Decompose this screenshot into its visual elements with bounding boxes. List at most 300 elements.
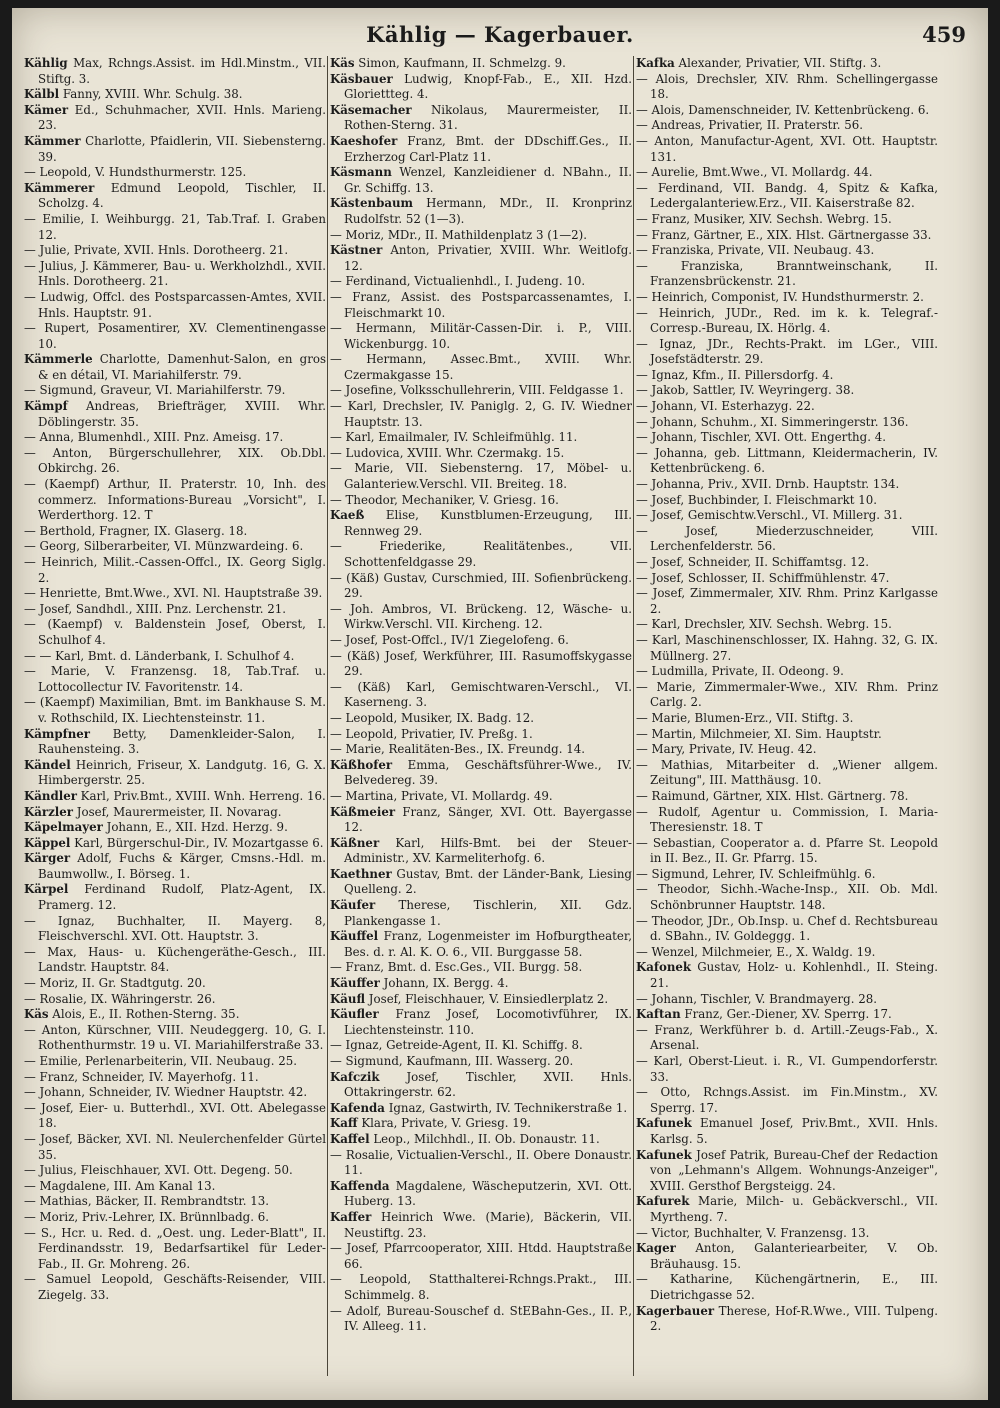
entry-details: — Josef, Schneider, II. Schiffamtsg. 12. [636,555,869,569]
entry-surname: Kämpfner [24,726,91,741]
entry-details: — Ignaz, Buchhalter, II. Mayerg. 8, Fleischverschl. XVI. Ott. Hauptstr. 3. [24,913,326,944]
entry-details: — Rosalie, Victualien-Verschl., II. Obere Donaustr. 11. [330,1147,632,1178]
entry-details: — Sigmund, Graveur, VI. Mariahilferstr. 79. [24,383,286,398]
directory-entry [330,992,632,1008]
entry-details: — Hermann, Assec.Bmt., XVIII. Whr. Czermakgasse 15. [330,352,632,382]
directory-entry [330,196,632,227]
directory-entry [330,103,632,134]
directory-entry [636,617,938,633]
directory-entry [24,165,326,181]
entry-details: — Hermann, Militär-Cassen-Dir. i. P., VIII. Wickenburgg. 10. [330,321,632,351]
entry-details: — Julie, Private, XVII. Hnls. Dorotheerg. 21. [24,243,289,258]
entry-surname: Kafenda [330,1100,385,1115]
directory-entry [636,306,938,337]
entry-details: Therese, Tischlerin, XII. Gdz. Plankengasse 1. [344,898,632,928]
page-number: 459 [922,22,966,47]
directory-entry [330,1007,632,1038]
directory-entry [330,461,632,492]
column-3 [636,56,938,1386]
entry-details: — Katharine, Küchengärtnerin, E., III. Dietrichgasse 52. [636,1272,938,1302]
entry-details: — Leopold, V. Hundsthurmerstr. 125. [24,165,247,180]
entry-surname: Kändler [24,788,77,803]
entry-details: — Aurelie, Bmt.Wwe., VI. Mollardg. 44. [636,165,873,180]
entry-details: Anton, Galanteriearbeiter, V. Ob. Bräuhausg. 15. [650,1241,938,1271]
entry-details: Franz, Ger.-Diener, XV. Sperrg. 17. [680,1007,892,1022]
directory-entry [330,836,632,867]
entry-details: — (Kaempf) Arthur, II. Praterstr. 10, Inh. des commerz. Informations-Bureau „Vorsicht", I. Werderthorg. 12. T [24,477,326,523]
entry-details: Charlotte, Pfaidlerin, VII. Siebensterng. 39. [38,133,326,164]
entry-details: Heinrich Wwe. (Marie), Bäckerin, VII. Neustiftg. 23. [344,1209,632,1240]
directory-entry [636,1272,938,1303]
directory-entry [330,1272,632,1303]
entry-surname: Kärpel [24,882,69,897]
directory-entry [330,633,632,649]
entry-details: — Josef, Buchbinder, I. Fleischmarkt 10. [636,492,878,507]
directory-entry [24,789,326,805]
directory-entry [24,352,326,383]
directory-entry [330,1070,632,1101]
entry-details: — Heinrich, Componist, IV. Hundsthurmerstr. 2. [636,289,924,304]
directory-entry [330,1038,632,1054]
entry-details: — Martin, Milchmeier, XI. Sim. Hauptstr. [636,726,882,741]
entry-details: Adolf, Fuchs & Kärger, Cmsns.-Hdl. m. Baumwollw., I. Börseg. 1. [38,851,326,881]
entry-details: Marie, Milch- u. Gebäckverschl., VII. Myrtheng. 7. [650,1194,938,1224]
entry-details: — Johann, Schuhm., XI. Simmeringerstr. 136. [636,414,909,429]
entry-details: Alois, E., II. Rothen-Sterng. 35. [48,1007,240,1022]
directory-entry [636,882,938,913]
directory-entry [636,960,938,991]
directory-entry [636,992,938,1008]
entry-details: — Rudolf, Agentur u. Commission, I. Maria-Theresienstr. 18. T [636,804,938,835]
entry-details: — Johanna, geb. Littmann, Kleidermacherin, IV. Kettenbrückeng. 6. [636,445,938,476]
entry-details: — Josef, Zimmermaler, XIV. Rhm. Prinz Karlgasse 2. [636,586,938,616]
directory-entry [24,446,326,477]
directory-entry [24,882,326,913]
directory-entry [636,415,938,431]
entry-details: Wenzel, Kanzleidiener d. NBahn., II. Gr. Schiffg. 13. [344,165,632,195]
directory-entry [330,929,632,960]
directory-entry [636,508,938,524]
directory-entry [636,134,938,165]
entry-details: — Ignaz, Getreide-Agent, II. Kl. Schiffg. 8. [330,1038,583,1053]
entry-details: — Franz, Bmt. d. Esc.Ges., VII. Burgg. 58. [330,960,583,975]
directory-entry [24,1226,326,1273]
directory-entry [330,1054,632,1070]
entry-details: — Franziska, Branntweinschank, II. Franzensbrückenstr. 21. [636,258,938,289]
directory-entry [636,181,938,212]
directory-entry [636,243,938,259]
directory-entry [24,1070,326,1086]
directory-entry [24,727,326,758]
entry-details: — Karl, Drechsler, IV. Paniglg. 2, G. IV. Wiedner Hauptstr. 13. [330,399,632,429]
entry-details: — Leopold, Statthalterei-Rchngs.Prakt., III. Schimmelg. 8. [330,1272,632,1302]
directory-entry [24,758,326,789]
entry-surname: Kämmerle [24,352,93,367]
entry-details: — Mathias, Mitarbeiter d. „Wiener allgem. Zeitung", III. Matthäusg. 10. [636,757,938,788]
entry-surname: Kämmer [24,133,81,148]
entry-details: — Sigmund, Kaufmann, III. Wasserg. 20. [330,1054,574,1068]
entry-details: Karl, Priv.Bmt., XVIII. Wnh. Herreng. 16. [76,788,326,803]
directory-entry [24,945,326,976]
entry-details: — (Käß) Karl, Gemischtwaren-Verschl., VI. Kaserneng. 3. [330,679,632,710]
entry-details: — Rupert, Posamentirer, XV. Clementinengasse 10. [24,321,326,351]
entry-surname: Kafurek [636,1194,690,1209]
directory-entry [330,571,632,602]
entry-details: — Sigmund, Lehrer, IV. Schleifmühlg. 6. [636,866,876,881]
directory-entry [330,711,632,727]
directory-entry [24,290,326,321]
directory-entry [330,1304,632,1335]
entry-details: — Max, Haus- u. Küchengeräthe-Gesch., III. Landstr. Hauptstr. 84. [24,944,326,975]
directory-entry [636,758,938,789]
entry-details: — Karl, Oberst-Lieut. i. R., VI. Gumpendorferstr. 33. [636,1054,938,1084]
directory-entry [24,56,326,87]
entry-details: — Anton, Manufactur-Agent, XVI. Ott. Hauptstr. 131. [636,133,938,164]
directory-entry [330,446,632,462]
directory-entry [24,805,326,821]
entry-details: — Jakob, Sattler, IV. Weyringerg. 38. [636,383,855,398]
entry-details: — Mary, Private, IV. Heug. 42. [636,742,817,757]
directory-entry [330,399,632,430]
directory-entry [330,1132,632,1148]
directory-entry [636,290,938,306]
entry-details: — Marie, Realitäten-Bes., IX. Freundg. 14. [330,742,585,757]
directory-entry [636,212,938,228]
directory-entry [330,805,632,836]
entry-details: — Heinrich, JUDr., Red. im k. k. Telegraf.-Corresp.-Bureau, IX. Hörlg. 4. [636,305,938,336]
directory-entry [330,960,632,976]
entry-surname: Kafczik [330,1069,380,1084]
entry-details: — Josefine, Volksschullehrerin, VIII. Feldgasse 1. [330,383,624,398]
entry-details: Andreas, Briefträger, XVIII. Whr. Döblingerstr. 35. [38,399,326,429]
directory-entry [24,1272,326,1303]
directory-entry [636,118,938,134]
entry-details: — Otto, Rchngs.Assist. im Fin.Minstm., XV. Sperrg. 17. [636,1085,938,1115]
entry-surname: Käufer [330,898,376,913]
entry-details: — Moriz, MDr., II. Mathildenplatz 3 (1—2). [330,227,588,242]
directory-entry [636,1194,938,1225]
entry-details: — S., Hcr. u. Red. d. „Oest. ung. Leder-Blatt", II. Ferdinandsstr. 19, Bedarfsartikel für Leder-Fab., II. Gr. Mohreng. 26. [24,1225,326,1271]
entry-details: Ferdinand Rudolf, Platz-Agent, IX. Pramerg. 12. [38,882,326,913]
entry-details: — Julius, J. Kämmerer, Bau- u. Werkholzhdl., XVII. Hnls. Dorotheerg. 21. [24,258,326,289]
directory-entry [636,103,938,119]
entry-details: Klara, Private, V. Griesg. 19. [357,1116,532,1131]
entry-details: — Franz, Schneider, IV. Mayerhofg. 11. [24,1069,259,1084]
directory-entry [330,165,632,196]
entry-details: — Marie, V. Franzensg. 18, Tab.Traf. u. Lottocollectur IV. Favoritenstr. 14. [24,664,326,694]
entry-surname: Käufler [330,1007,379,1022]
directory-entry [330,72,632,103]
directory-entry [24,1054,326,1070]
directory-entry [636,368,938,384]
directory-entry [24,914,326,945]
entry-details: — Friederike, Realitätenbes., VII. Schottenfeldgasse 29. [330,539,632,569]
directory-entry [24,399,326,430]
entry-details: — Emilie, Perlenarbeiterin, VII. Neubaug. 25. [24,1054,297,1068]
directory-entry [24,430,326,446]
directory-entry [330,758,632,789]
entry-details: — Sebastian, Cooperator a. d. Pfarre St. Leopold in II. Bez., II. Gr. Pfarrg. 15. [636,835,938,866]
entry-surname: Kärger [24,851,71,866]
entry-details: — Adolf, Bureau-Souschef d. StEBahn-Ges., II. P., IV. Alleeg. 11. [330,1303,632,1334]
directory-entry [24,1007,326,1023]
directory-entry [24,836,326,852]
directory-entry [636,446,938,477]
entry-details: Karl, Bürgerschul-Dir., IV. Mozartgasse 6. [70,835,324,850]
entry-details: — Marie, Blumen-Erz., VII. Stiftg. 3. [636,710,854,725]
entry-details: — (Kaempf) v. Baldenstein Josef, Oberst, I. Schulhof 4. [24,617,326,647]
entry-surname: Kälbl [24,87,60,102]
directory-entry [636,165,938,181]
directory-entry [24,695,326,726]
directory-entry [330,321,632,352]
directory-entry [636,711,938,727]
directory-entry [24,992,326,1008]
entry-surname: Käsemacher [330,102,412,117]
column-2 [330,56,632,1386]
entry-details: — Johann, Schneider, IV. Wiedner Hauptstr. 42. [24,1085,308,1100]
entry-details: Franz, Bmt. der DDschiff.Ges., II. Erzherzog Carl-Platz 11. [344,133,632,164]
entry-surname: Kämmerer [24,180,95,195]
entry-surname: Kagerbauer [636,1303,715,1318]
entry-details: — Heinrich, Milit.-Cassen-Offcl., IX. Georg Siglg. 2. [24,555,326,585]
entry-surname: Käs [24,1007,49,1022]
entry-details: — Franziska, Private, VII. Neubaug. 43. [636,243,875,258]
directory-entry [330,742,632,758]
directory-entry [24,477,326,524]
entry-details: — Alois, Damenschneider, IV. Kettenbrückeng. 6. [636,102,930,117]
entry-details: Karl, Hilfs-Bmt. bei der Steuer-Administr., XV. Karmeliterhofg. 6. [344,835,632,866]
column-1 [24,56,326,1386]
entry-surname: Käufl [330,991,366,1006]
entry-surname: Kafka [636,56,675,70]
directory-entry [636,571,938,587]
page-header [12,18,988,58]
entry-surname: Kämpf [24,399,68,414]
entry-details: — Julius, Fleischhauer, XVI. Ott. Degeng. 50. [24,1163,293,1178]
entry-details: — Theodor, JDr., Ob.Insp. u. Chef d. Rechtsbureau d. SBahn., IV. Goldeggg. 1. [636,913,938,944]
directory-entry [636,914,938,945]
directory-entry [330,352,632,383]
entry-surname: Kählig [24,56,68,70]
directory-entry [636,1148,938,1195]
entry-details: — Franz, Assist. des Postsparcassenamtes, I. Fleischmarkt 10. [330,289,632,320]
entry-details: — Joh. Ambros, VI. Brückeng. 12, Wäsche- u. Wirkw.Verschl. VII. Kircheng. 12. [330,601,632,632]
entry-surname: Kästenbaum [330,196,414,211]
entry-surname: Käuffer [330,976,380,991]
entry-details: Gustav, Holz- u. Kohlenhdl., II. Steing. 21. [650,960,938,991]
directory-entry [24,181,326,212]
directory-entry [330,789,632,805]
entry-details: — (Kaempf) Maximilian, Bmt. im Bankhause S. M. v. Rothschild, IX. Liechtensteinstr. 11. [24,695,326,725]
directory-entry [330,430,632,446]
entry-details: Johann, IX. Bergg. 4. [379,976,509,991]
directory-entry [330,539,632,570]
directory-entry [24,524,326,540]
entry-details: — Ludmilla, Private, II. Odeong. 9. [636,664,844,679]
directory-entry [24,1163,326,1179]
directory-entry [330,727,632,743]
directory-entry [636,664,938,680]
directory-entry [24,243,326,259]
entry-details: Magdalene, Wäscheputzerin, XVI. Ott. Huberg. 13. [344,1178,632,1209]
directory-entry [636,1304,938,1335]
entry-details: — Marie, VII. Siebensterng. 17, Möbel- u. Galanteriew.Verschl. VII. Breiteg. 18. [330,461,632,492]
entry-details: Betty, Damenkleider-Salon, I. Rauhensteing. 3. [38,726,326,757]
entry-details: — Theodor, Mechaniker, V. Griesg. 16. [330,492,559,507]
directory-entry [24,617,326,648]
entry-details: Josef, Tischler, XVII. Hnls. Ottakringerstr. 62. [344,1069,632,1100]
entry-details: — Emilie, I. Weihburgg. 21, Tab.Traf. I. Graben 12. [24,211,326,242]
entry-details: — Ignaz, Kfm., II. Pillersdorfg. 4. [636,367,834,382]
entry-details: — Wenzel, Milchmeier, E., X. Waldg. 19. [636,944,876,959]
directory-entry [330,274,632,290]
entry-details: Franz, Logenmeister im Hofburgtheater, Bes. d. r. Al. K. O. 6., VII. Burggasse 58. [344,929,632,959]
entry-details: Simon, Kaufmann, II. Schmelzg. 9. [354,56,566,70]
directory-entry [330,1116,632,1132]
directory-entry [636,680,938,711]
entry-details: Ludwig, Knopf-Fab., E., XII. Hzd. Gloriettteg. 4. [344,71,632,102]
entry-details: — Martina, Private, VI. Mollardg. 49. [330,788,553,803]
entry-details: Edmund Leopold, Tischler, II. Scholzg. 4. [38,180,326,211]
directory-entry [330,1148,632,1179]
entry-details: Elise, Kunstblumen-Erzeugung, III. Rennweg 29. [344,508,632,538]
directory-entry [636,1085,938,1116]
entry-details: — Ignaz, JDr., Rechts-Prakt. im LGer., VIII. Josefstädterstr. 29. [636,336,938,367]
directory-entry [24,103,326,134]
directory-entry [24,602,326,618]
directory-entry [330,383,632,399]
entry-details: — Karl, Maschinenschlosser, IX. Hahng. 32, G. IX. Müllnerg. 27. [636,632,938,663]
entry-details: — Josef, Pfarrcooperator, XIII. Htdd. Hauptstraße 66. [330,1241,632,1271]
entry-details: — — Karl, Bmt. d. Länderbank, I. Schulhof 4. [24,648,295,663]
directory-entry [330,1179,632,1210]
entry-details: — Franz, Werkführer b. d. Artill.-Zeugs-Fab., X. Arsenal. [636,1022,938,1053]
entry-details: — Mathias, Bäcker, II. Rembrandtstr. 13. [24,1194,270,1209]
entry-surname: Käßner [330,835,380,850]
entry-details: Johann, E., XII. Hzd. Herzg. 9. [102,820,288,835]
directory-entry [24,976,326,992]
directory-entry [330,493,632,509]
entry-surname: Kaffel [330,1131,370,1146]
entry-details: Charlotte, Damenhut-Salon, en gros & en détail, VI. Mariahilferstr. 79. [38,352,326,382]
entry-details: — Ludwig, Offcl. des Postsparcassen-Amtes, XVII. Hnls. Hauptstr. 91. [24,289,326,320]
entry-surname: Kändel [24,757,71,772]
entry-details: — Johann, VI. Esterhazyg. 22. [636,399,815,414]
directory-entry [24,586,326,602]
directory-entry [636,1054,938,1085]
entry-details: Josef, Maurermeister, II. Novarag. [73,804,282,819]
entry-surname: Kafonek [636,960,692,975]
entry-surname: Käs [330,56,355,70]
directory-entry [636,1116,938,1147]
entry-details: — Berthold, Fragner, IX. Glaserg. 18. [24,523,248,538]
column-divider [633,56,634,1376]
entry-details: — Josef, Post-Offcl., IV/1 Ziegelofeng. 6. [330,632,569,647]
entry-surname: Kaffer [330,1209,372,1224]
entry-surname: Käppel [24,835,71,850]
directory-entry [636,399,938,415]
directory-entry [330,976,632,992]
directory-entry [24,649,326,665]
entry-details: — Moriz, Priv.-Lehrer, IX. Brünnlbadg. 6. [24,1209,269,1224]
entry-details: — Georg, Silberarbeiter, VI. Münzwardeing. 6. [24,539,304,554]
directory-entry [330,680,632,711]
directory-entry [24,851,326,882]
entry-surname: Kästner [330,243,383,258]
entry-details: — Moriz, II. Gr. Stadtgutg. 20. [24,976,206,991]
entry-surname: Kaftan [636,1007,681,1022]
directory-page [12,8,988,1400]
directory-entry [636,228,938,244]
entry-surname: Käsbauer [330,71,393,86]
entry-details: — Josef, Gemischtw.Verschl., VI. Millerg. 31. [636,508,903,523]
entry-details: — Johann, Tischler, XVI. Ott. Engerthg. 4. [636,430,886,445]
directory-entry [330,1241,632,1272]
directory-entry [24,820,326,836]
directory-entry [24,1210,326,1226]
entry-details: — (Käß) Josef, Werkführer, III. Rasumoffskygasse 29. [330,648,632,679]
directory-entry [330,1210,632,1241]
entry-details: — Leopold, Privatier, IV. Preßg. 1. [330,726,533,741]
entry-surname: Kafunek [636,1147,692,1162]
entry-details: — Anton, Bürgerschullehrer, XIX. Ob.Dbl. Obkirchg. 26. [24,445,326,476]
entry-surname: Käßhofer [330,757,393,772]
entry-details: — Marie, Zimmermaler-Wwe., XIV. Rhm. Prinz Carlg. 2. [636,679,938,710]
entry-surname: Käpelmayer [24,820,103,835]
directory-entry [24,1179,326,1195]
entry-details: — Karl, Emailmaler, IV. Schleifmühlg. 11. [330,430,578,445]
directory-entry [636,742,938,758]
entry-surname: Kaeshofer [330,133,398,148]
entry-details: — Victor, Buchhalter, V. Franzensg. 13. [636,1225,870,1240]
directory-entry [636,805,938,836]
directory-entry [24,664,326,695]
entry-surname: Kafunek [636,1116,692,1131]
entry-surname: Käsmann [330,165,392,180]
entry-surname: Kaeß [330,508,365,523]
directory-entry [636,72,938,103]
directory-entry [24,1101,326,1132]
directory-entry [330,243,632,274]
entry-details: — Johanna, Priv., XVII. Drnb. Hauptstr. 134. [636,477,900,492]
entry-details: — Henriette, Bmt.Wwe., XVI. Nl. Hauptstraße 39. [24,586,323,601]
directory-entry [24,1085,326,1101]
directory-entry [24,87,326,103]
entry-details: Alexander, Privatier, VII. Stiftg. 3. [674,56,882,70]
entry-details: — Josef, Sandhdl., XIII. Pnz. Lerchenstr. 21. [24,601,287,616]
entry-details: — Rosalie, IX. Währingerstr. 26. [24,991,216,1006]
directory-entry [330,867,632,898]
entry-surname: Käuffel [330,929,379,944]
directory-entry [636,727,938,743]
directory-entry [636,836,938,867]
entry-details: Max, Rchngs.Assist. im Hdl.Minstm., VII. Stiftg. 3. [38,56,326,86]
directory-entry [636,1023,938,1054]
directory-entry [636,867,938,883]
entry-details: Ed., Schuhmacher, XVII. Hnls. Marieng. 23. [38,102,326,133]
directory-entry [24,321,326,352]
directory-entry [636,477,938,493]
directory-entry [330,898,632,929]
entry-details: Nikolaus, Maurermeister, II. Rothen-Sterng. 31. [344,102,632,133]
directory-entry [24,1132,326,1163]
entry-details: Gustav, Bmt. der Länder-Bank, Liesing Quelleng. 2. [344,866,632,897]
entry-details: — Franz, Musiker, XIV. Sechsh. Webrg. 15. [636,211,892,226]
entry-details: — (Käß) Gustav, Curschmied, III. Sofienbrückeng. 29. [330,570,632,601]
entry-details: — Josef, Eier- u. Butterhdl., XVI. Ott. Abelegasse 18. [24,1100,326,1131]
directory-entry [24,212,326,243]
